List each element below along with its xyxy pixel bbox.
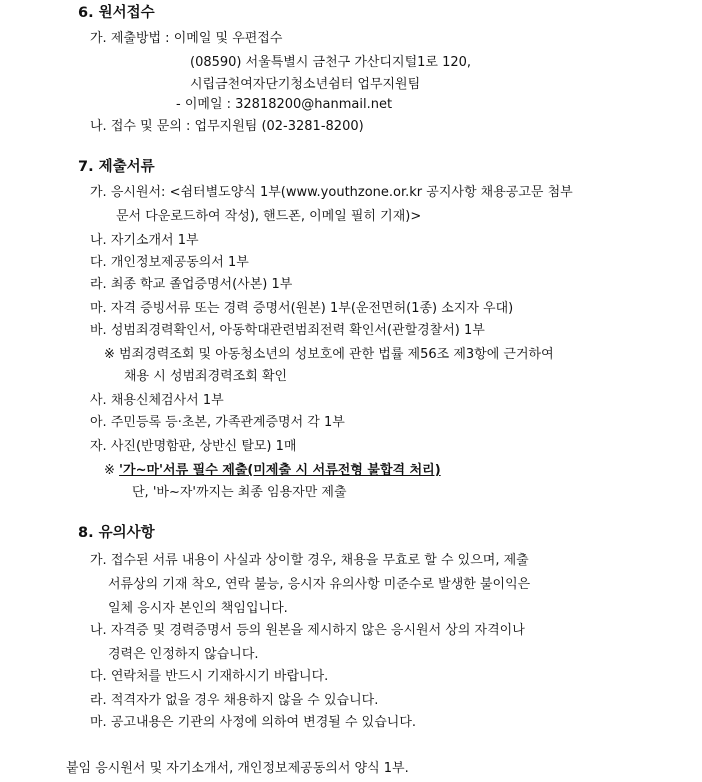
notice-item-na-line-2: 경력은 인정하지 않습니다. xyxy=(108,647,259,662)
notice-item-ga-line-3: 일체 응시자 본인의 책임입니다. xyxy=(108,601,288,616)
doc-item-ma: 마. 자격 증빙서류 또는 경력 증명서(원본) 1부(운전면허(1종) 소지자 우대) xyxy=(90,301,514,316)
address-line-1: (08590) 서울특별시 금천구 가산디지털1로 120, xyxy=(190,55,472,70)
doc-item-sa: 사. 채용신체검사서 1부 xyxy=(90,393,224,408)
address-line-2: 시립금천여자단기청소년쉼터 업무지원팀 xyxy=(190,77,421,92)
notice-item-na-line-1: 나. 자격증 및 경력증명서 등의 원본을 제시하지 않은 응시원서 상의 자격이나 xyxy=(90,623,525,638)
email-line: - 이메일 : 32818200@hanmail.net xyxy=(176,97,393,112)
contact-line: 나. 접수 및 문의 : 업무지원팀 (02-3281-8200) xyxy=(90,119,364,134)
notice-item-da: 다. 연락처를 반드시 기재하시기 바랍니다. xyxy=(90,669,329,684)
note-mark: ※ xyxy=(104,463,115,478)
notice-item-ga-line-2: 서류상의 기재 착오, 연락 불능, 응시자 유의사항 미준수로 발생한 불이익은 xyxy=(108,577,531,592)
doc-item-na: 나. 자기소개서 1부 xyxy=(90,233,199,248)
required-docs-note xyxy=(104,464,441,477)
final-docs-note: 단, '바~자'까지는 최종 임용자만 제출 xyxy=(132,485,347,500)
submission-method: 가. 제출방법 : 이메일 및 우편접수 xyxy=(90,31,283,46)
doc-item-ra: 라. 최종 학교 졸업증명서(사본) 1부 xyxy=(90,277,293,292)
notice-item-ga-line-1: 가. 접수된 서류 내용이 사실과 상이할 경우, 채용을 무효로 할 수 있으며, 제출 xyxy=(90,553,529,568)
section-6-heading: 6. 원서접수 xyxy=(78,5,155,21)
notice-item-ra: 라. 적격자가 없을 경우 채용하지 않을 수 있습니다. xyxy=(90,693,379,708)
doc-note-ba-line-2: 채용 시 성범죄경력조회 확인 xyxy=(124,369,288,384)
doc-item-a: 아. 주민등록 등·초본, 가족관계증명서 각 1부 xyxy=(90,415,345,430)
doc-item-ba: 바. 성범죄경력확인서, 아동학대관련범죄전력 확인서(관할경찰서) 1부 xyxy=(90,323,485,338)
section-7-heading: 7. 제출서류 xyxy=(78,159,155,175)
doc-item-ja: 자. 사진(반명함판, 상반신 탈모) 1매 xyxy=(90,439,297,454)
doc-item-ga-line-2: 문서 다운로드하여 작성), 핸드폰, 이메일 필히 기재)> xyxy=(116,209,422,224)
doc-note-ba-line-1: ※ 범죄경력조회 및 아동청소년의 성보호에 관한 법률 제56조 제3항에 근거하여 xyxy=(104,347,554,362)
required-docs-text: '가~마'서류 필수 제출(미제출 시 서류전형 불합격 처리) xyxy=(119,463,441,478)
attachment-note: 붙임 응시원서 및 자기소개서, 개인정보제공동의서 양식 1부. xyxy=(66,761,409,776)
section-8-heading: 8. 유의사항 xyxy=(78,525,155,541)
doc-item-da: 다. 개인정보제공동의서 1부 xyxy=(90,255,249,270)
notice-item-ma: 마. 공고내용은 기관의 사정에 의하여 변경될 수 있습니다. xyxy=(90,715,417,730)
doc-item-ga-line-1: 가. 응시원서: <쉼터별도양식 1부(www.youthzone.or.kr 공지사항 채용공고문 첨부 xyxy=(90,185,573,200)
